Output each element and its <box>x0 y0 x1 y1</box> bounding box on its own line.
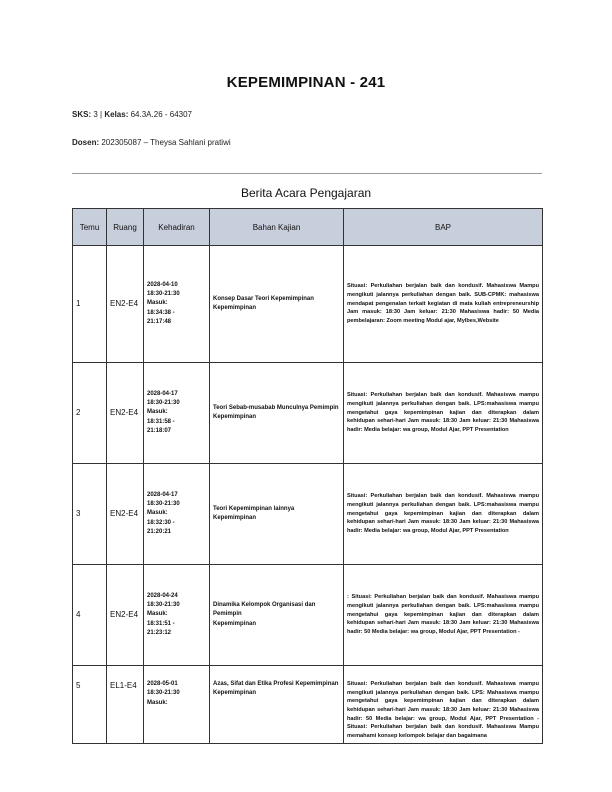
horizontal-divider <box>72 173 542 174</box>
kehadiran-cell <box>144 246 210 363</box>
lecturer-info-line <box>72 138 231 147</box>
kehadiran-in: 18:31:51 - <box>147 620 175 627</box>
kehadiran-cell <box>144 363 210 464</box>
kehadiran-cell <box>144 464 210 565</box>
table-row <box>73 363 543 464</box>
ruang-cell: EN2-E4 <box>107 246 144 363</box>
kehadiran-date: 2028-04-17 <box>147 390 178 397</box>
header-bahan-kajian: Bahan Kajian <box>210 209 344 246</box>
kehadiran-out: 21:18:07 <box>147 427 172 434</box>
kajian-topic: Teori Kepemimpinan lainnya <box>213 505 295 512</box>
temu-cell: 1 <box>73 246 107 363</box>
kajian-topic: Konsep Dasar Teori Kepemimpinan <box>213 295 314 302</box>
kehadiran-label: Masuk: <box>147 699 168 706</box>
sks-value: 3 <box>93 110 98 119</box>
header-ruang: Ruang <box>107 209 144 246</box>
header-temu: Temu <box>73 209 107 246</box>
kehadiran-time: 18:30-21:30 <box>147 690 180 697</box>
sks-label: SKS: <box>72 110 92 119</box>
table-row <box>73 246 543 363</box>
ruang-cell: EN2-E4 <box>107 565 144 666</box>
header-kehadiran: Kehadiran <box>144 209 210 246</box>
bahan-kajian-cell <box>210 464 344 565</box>
bap-cell: Situasi: Perkuliahan berjalan baik dan kondusif. Mahasiswa mampu mengikuti jalannya perkuliahan dengan baik. LPS: Mahasiswa mampu mengetahui gaya kepemimpinan kajian dan diterapkan dalam kehidupan sehari-hari Jam masuk: 18:30 Jam keluar: 21:30 Mahasiswa hadir: 50 Media belajar: wa group, Modul Ajar, PPT Presentation - Situasi: Perkuliahan berjalan baik dan kondusif. Mahasiswa Mampu memahami konsep kelompok belajar dan bagaimana <box>344 666 543 744</box>
kehadiran-date: 2028-04-24 <box>147 592 178 599</box>
kelas-label: Kelas: <box>104 110 129 119</box>
kehadiran-date: 2028-04-17 <box>147 491 178 498</box>
kehadiran-label: Masuk: <box>147 510 168 517</box>
bap-cell: Situasi: Perkuliahan berjalan baik dan kondusif. Mahasiswa Mampu mengikuti jalannya perkuliahan dengan baik. SUB-CPMK: mahasiswa mendapat pengenalan terkait kegiatan di mata kuliah entrepreneurship Jam masuk: 18:30 Jam keluar: 21:30 Mahasiswa hadir: 50 Media pembelajaran: Zoom meeting Modul ajar, Mylbes,Website <box>344 246 543 363</box>
kehadiran-out: 21:23:12 <box>147 629 172 636</box>
kelas-value: 64.3A.26 - 64307 <box>130 110 192 119</box>
kehadiran-time: 18:30-21:30 <box>147 291 180 298</box>
bap-cell: : Situasi: Perkuliahan berjalan baik dan kondusif. Mahasiswa mampu mengikuti jalannya perkuliahan dengan baik. LPS:mahasiswa mampu mengetahui gaya kepemimpinan kajian dan diterapkan dalam kehidupan sehari-hari Jam masuk: 18:30 Jam keluar: 21:30 Mahasiswa hadir: 50 Media belajar: wa group, Modul Ajar, PPT Presentation - <box>344 565 543 666</box>
separator: | <box>100 110 105 119</box>
page-title: KEPEMIMPINAN - 241 <box>226 74 386 91</box>
kajian-subject: Kepemimpinan <box>213 305 257 311</box>
ruang-cell: EN2-E4 <box>107 464 144 565</box>
kehadiran-label: Masuk: <box>147 611 168 618</box>
table-header-row <box>73 209 543 246</box>
bap-cell: Situasi: Perkuliahan berjalan baik dan kondusif. Mahasiswa mampu mengikuti jalannya perkuliahan dengan baik. LPS:mahasiswa mampu mengetahui gaya kepemimpinan kajian dan diterapkan dalam kehidupan sehari-hari Jam masuk: 18:30 Jam keluar: 21:30 Mahasiswa hadir: Media belajar: wa group, Modul Ajar, PPT Presentation <box>344 464 543 565</box>
kehadiran-label: Masuk: <box>147 409 168 416</box>
bap-cell: Situasi: Perkuliahan berjalan baik dan kondusif. Mahasiswa mampu mengikuti jalannya perkuliahan dengan baik. LPS:mahasiswa mampu mengetahui gaya kepemimpinan kajian dan diterapkan dalam kehidupan sehari-hari Jam masuk: 18:30 Jam keluar: 21:30 Mahasiswa hadir: Media belajar: wa group, Modul Ajar, PPT Presentation <box>344 363 543 464</box>
temu-cell: 2 <box>73 363 107 464</box>
dosen-label: Dosen: <box>72 138 100 147</box>
temu-cell: 5 <box>73 666 107 744</box>
kajian-topic: Teori Sebab-musabab Munculnya Pemimpin <box>213 404 339 411</box>
temu-cell: 4 <box>73 565 107 666</box>
ruang-cell: EL1-E4 <box>107 666 144 744</box>
table-row <box>73 565 543 666</box>
kehadiran-in: 18:32:30 - <box>147 519 175 526</box>
bahan-kajian-cell <box>210 363 344 464</box>
course-info-line <box>72 110 192 119</box>
kehadiran-out: 21:17:48 <box>147 318 172 325</box>
dosen-value: 202305087 – Theysa Sahlani pratiwi <box>101 138 231 147</box>
table-row <box>73 464 543 565</box>
temu-cell: 3 <box>73 464 107 565</box>
bap-table <box>72 208 543 744</box>
kehadiran-date: 2028-05-01 <box>147 681 178 687</box>
kehadiran-cell <box>144 666 210 744</box>
ruang-cell: EN2-E4 <box>107 363 144 464</box>
kehadiran-label: Masuk: <box>147 300 168 307</box>
bahan-kajian-cell <box>210 565 344 666</box>
kehadiran-time: 18:30-21:30 <box>147 602 180 609</box>
kehadiran-out: 21:20:21 <box>147 528 172 535</box>
kehadiran-date: 2028-04-10 <box>147 281 178 288</box>
bahan-kajian-cell <box>210 246 344 363</box>
kajian-topic: Azas, Sifat dan Etika Profesi Kepemimpinan <box>213 681 339 687</box>
kajian-subject: Kepemimpinan <box>213 690 257 697</box>
kehadiran-time: 18:30-21:30 <box>147 400 180 407</box>
kehadiran-cell <box>144 565 210 666</box>
kajian-subject: Kepemimpinan <box>213 620 257 627</box>
kehadiran-in: 18:31:58 - <box>147 418 175 425</box>
section-title: Berita Acara Pengajaran <box>240 186 372 200</box>
table-row <box>73 666 543 744</box>
kajian-subject: Kepemimpinan <box>213 515 257 521</box>
kehadiran-time: 18:30-21:30 <box>147 501 180 508</box>
kehadiran-in: 18:34:38 - <box>147 309 175 316</box>
kajian-subject: Kepemimpinan <box>213 414 257 420</box>
bahan-kajian-cell <box>210 666 344 744</box>
kajian-topic: Dinamika Kelompok Organisasi dan Pemimpin <box>213 602 316 618</box>
header-bap: BAP <box>344 209 543 246</box>
